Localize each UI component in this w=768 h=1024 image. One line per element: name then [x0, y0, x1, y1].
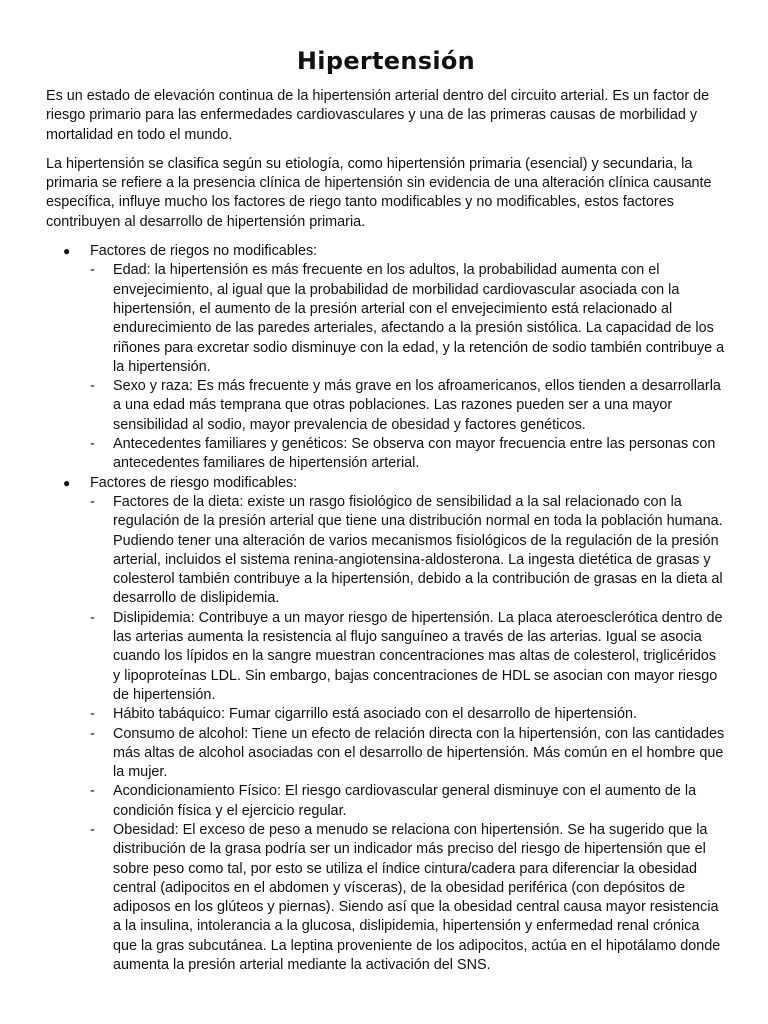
list-item: [90, 782, 726, 821]
dash-icon: -: [90, 262, 95, 279]
list-item-text: Antecedentes familiares y genéticos: Se observa con mayor frecuencia entre las personas con antecedentes familiares de hipertensión arterial.: [113, 436, 716, 472]
section-modifiable: [63, 474, 726, 976]
sub-list: [90, 261, 726, 473]
list-item-text: Consumo de alcohol: Tiene un efecto de relación directa con la hipertensión, con las cantidades más altas de alcohol asociadas con el desarrollo de hipertensión. Más común en el hombre que la mujer.: [113, 725, 725, 781]
risk-factor-list: [46, 242, 726, 975]
section-label: Factores de riegos no modificables:: [90, 243, 318, 260]
section-non-modifiable: [63, 242, 726, 474]
list-item-text: Factores de la dieta: existe un rasgo fisiológico de sensibilidad a la sal relacionado con la regulación de la presión arterial que tiene una distribución normal en toda la población humana. Pudiendo tener una alteración de varios mecanismos fisiológicos de la regulación de la presión arterial, incluidos el sistema renina-angiotensina-aldosterona. La ingesta dietética de grasas y colesterol también contribuye a la hipertensión, debido a la contribución de grasas en la dieta al desarrollo de dislipidemia.: [113, 493, 723, 607]
list-item-text: Hábito tabáquico: Fumar cigarrillo está asociado con el desarrollo de hipertensión.: [113, 706, 637, 723]
dash-icon: -: [90, 609, 95, 626]
section-label: Factores de riesgo modificables:: [90, 474, 298, 491]
list-item: [90, 821, 726, 975]
list-item: [90, 705, 726, 724]
list-item: [90, 261, 726, 377]
classification-paragraph: La hipertensión se clasifica según su etiología, como hipertensión primaria (esencial) y secundaria, la primaria se refiere a la presencia clínica de hipertensión sin evidencia de una alteración clínica causante específica, influye mucho los factores de riego tanto modificables y no modificables, estos factores contribuyen al desarrollo de hipertensión primaria.: [46, 155, 712, 230]
list-item: [90, 493, 726, 609]
dash-icon: -: [90, 821, 95, 838]
list-item: [90, 725, 726, 783]
list-item-text: Sexo y raza: Es más frecuente y más grave en los afroamericanos, ellos tienden a desarrollarla a una edad más temprana que otras poblaciones. Las razones pueden ser a una mayor sensibilidad al sodio, mayor prevalencia de obesidad y factores genéticos.: [113, 378, 721, 433]
list-item: [90, 609, 726, 705]
bullet-icon: ●: [63, 475, 71, 490]
list-item: [90, 435, 726, 474]
list-item-text: Edad: la hipertensión es más frecuente en los adultos, la probabilidad aumenta con el envejecimiento, al igual que la probabilidad de morbilidad cardiovascular asociada con la hipertensión, el aumento de la presión arterial con el envejecimiento está relacionado al endurecimiento de las paredes arteriales, afectando a la presión sistólica. La capacidad de los riñones para excretar sodio disminuye con la edad, y la retención de sodio también contribuye a la hipertensión.: [113, 262, 725, 375]
list-item-text: Dislipidemia: Contribuye a un mayor riesgo de hipertensión. La placa ateroesclerótica dentro de las arterias aumenta la resistencia al flujo sanguíneo a través de las arterias. Igual se asocia cuando los lípidos en la sangre muestran concentraciones mas altas de colesterol, triglicéridos y lipoproteínas LDL. Sin embargo, bajas concentraciones de HDL se asocian con mayor riesgo de hipertensión.: [113, 609, 723, 703]
dash-icon: -: [90, 725, 95, 742]
dash-icon: -: [90, 706, 95, 723]
dash-icon: -: [90, 783, 95, 800]
document-title: Hipertensión: [296, 47, 476, 75]
dash-icon: -: [90, 378, 95, 395]
list-item: [90, 377, 726, 435]
document-page: [46, 44, 726, 975]
list-item-text: Obesidad: El exceso de peso a menudo se relaciona con hipertensión. Se ha sugerido que la distribución de la grasa podría ser un indicador más preciso del riesgo de hipertensión que el sobre peso como tal, por esto se utiliza el índice cintura/cadera para diferenciar la obesidad central (adipocitos en el abdomen y vísceras), de la obesidad periférica (con depósitos de adiposos en los glúteos y piernas). Siendo así que la obesidad central causa mayor resistencia a la insulina, intolerancia a la glucosa, dislipidemia, hipertensión y enfermedad renal crónica que la gras subcutánea. La leptina proveniente de los adipocitos, actúa en el hipotálamo donde aumenta la presión arterial mediante la activación del SNS.: [113, 821, 721, 974]
sub-list: [90, 493, 726, 975]
dash-icon: -: [90, 493, 95, 510]
bullet-icon: ●: [63, 244, 71, 259]
dash-icon: -: [90, 436, 95, 453]
list-item-text: Acondicionamiento Físico: El riesgo cardiovascular general disminuye con el aumento de la condición física y el ejercicio regular.: [113, 783, 697, 819]
intro-paragraph: Es un estado de elevación continua de la hipertensión arterial dentro del circuito arterial. Es un factor de riesgo primario para las enfermedades cardiovasculares y una de las primeras causas de morbilidad y mortalidad en todo el mundo.: [46, 88, 710, 143]
